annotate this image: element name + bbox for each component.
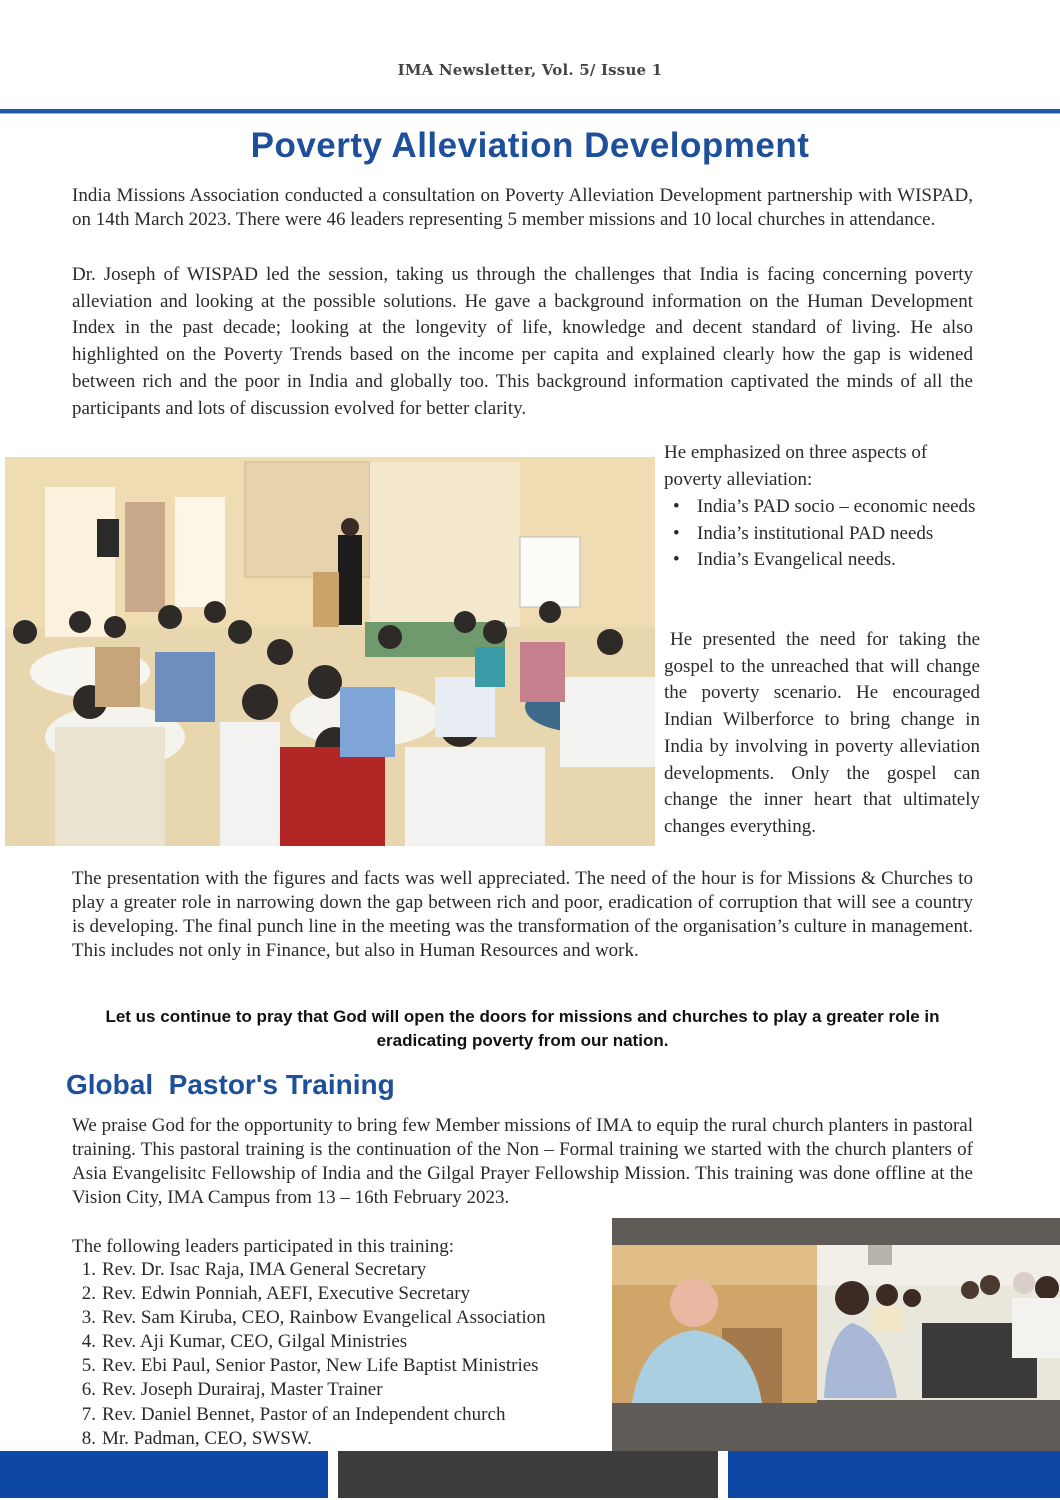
leader-item: 6. Rev. Joseph Durairaj, Master Trainer — [81, 1379, 383, 1401]
aspects-list-item: • India’s Evangelical needs. — [697, 547, 1013, 574]
leader-item: 2. Rev. Edwin Ponniah, AEFI, Executive Secretary — [81, 1283, 471, 1305]
article-title-poverty: Poverty Alleviation Development — [250, 126, 810, 165]
leaders-intro: The following leaders participated in this training: — [72, 1236, 455, 1257]
leader-item: 3. Rev. Sam Kiruba, CEO, Rainbow Evangelical Association — [81, 1307, 546, 1329]
conference-photo — [5, 457, 655, 846]
prayer-callout: Let us continue to pray that God will open the doors for missions and churches to play a greater role in eradicating poverty from our nation. — [105, 1007, 940, 1050]
footer-bar-middle — [338, 1451, 718, 1498]
conference-photo-image — [5, 457, 655, 846]
aspects-list — [664, 494, 1013, 574]
leader-item: 8. Mr. Padman, CEO, SWSW. — [81, 1427, 312, 1449]
article1-paragraph-2: Dr. Joseph of WISPAD led the session, taking us through the challenges that India is facing concerning poverty alleviation and looking at the possible solutions. He gave a background information on the Human Development Index in the past decade; looking at the longevity of life, knowledge and decent standard of living. He also highlighted on the Poverty Trends based on the income per capita and explained clearly how the gap is widened between rich and the poor in India and globally too. This background information captivated the minds of all the participants and lots of discussion evolved for better clarity. — [72, 264, 973, 419]
leader-item: 7. Rev. Daniel Bennet, Pastor of an Independent church — [81, 1403, 506, 1425]
running-head: IMA Newsletter, Vol. 5/ Issue 1 — [397, 61, 663, 79]
footer-bar-left — [0, 1451, 328, 1498]
article1-paragraph-3: He presented the need for taking the gospel to the unreached that will change the poverty scenario. He encouraged Indian Wilberforce to bring change in India by involving in poverty alleviation developments. Only the gospel can change the inner heart that ultimately changes everything. — [664, 629, 980, 837]
video-call-photo-image — [612, 1218, 1060, 1451]
leader-item: 4. Rev. Aji Kumar, CEO, Gilgal Ministries — [81, 1331, 408, 1353]
article-title-training: Global Pastor's Training — [66, 1069, 395, 1100]
footer-bar-right — [728, 1451, 1060, 1498]
article1-paragraph-1: India Missions Association conducted a consultation on Poverty Alleviation Development partnership with WISPAD, on 14th March 2023. There were 46 leaders representing 5 member missions and 10 local churches in attendance. — [72, 185, 973, 230]
video-call-photo — [612, 1218, 1060, 1451]
aspects-list-item: • India’s institutional PAD needs — [697, 521, 1013, 548]
leader-item: 1. Rev. Dr. Isac Raja, IMA General Secretary — [81, 1259, 427, 1280]
aspects-intro: He emphasized on three aspects of poverty alleviation: — [664, 442, 928, 490]
article2-paragraph-1: We praise God for the opportunity to bring few Member missions of IMA to equip the rural church planters in pastoral training. This pastoral training is the continuation of the Non – Formal training we started with the church planters of Asia Evangelisitc Fellowship of India and the Gilgal Prayer Fellowship Mission. This training was done offline at the Vision City, IMA Campus from 13 – 16th February 2023. — [72, 1115, 973, 1208]
aspects-list-item: • India’s PAD socio – economic needs — [697, 494, 1013, 521]
leader-item: 5. Rev. Ebi Paul, Senior Pastor, New Life Baptist Ministries — [81, 1355, 539, 1377]
leaders-list — [72, 1258, 546, 1451]
article1-paragraph-4: The presentation with the figures and facts was well appreciated. The need of the hour is for Missions & Churches to play a greater role in narrowing down the gap between rich and poor, eradication of corruption that will see a country is developing. The final punch line in the meeting was the transformation of the organisation’s culture in management. This includes not only in Finance, but also in Human Resources and work. — [72, 868, 973, 961]
header-rule — [0, 109, 1060, 114]
